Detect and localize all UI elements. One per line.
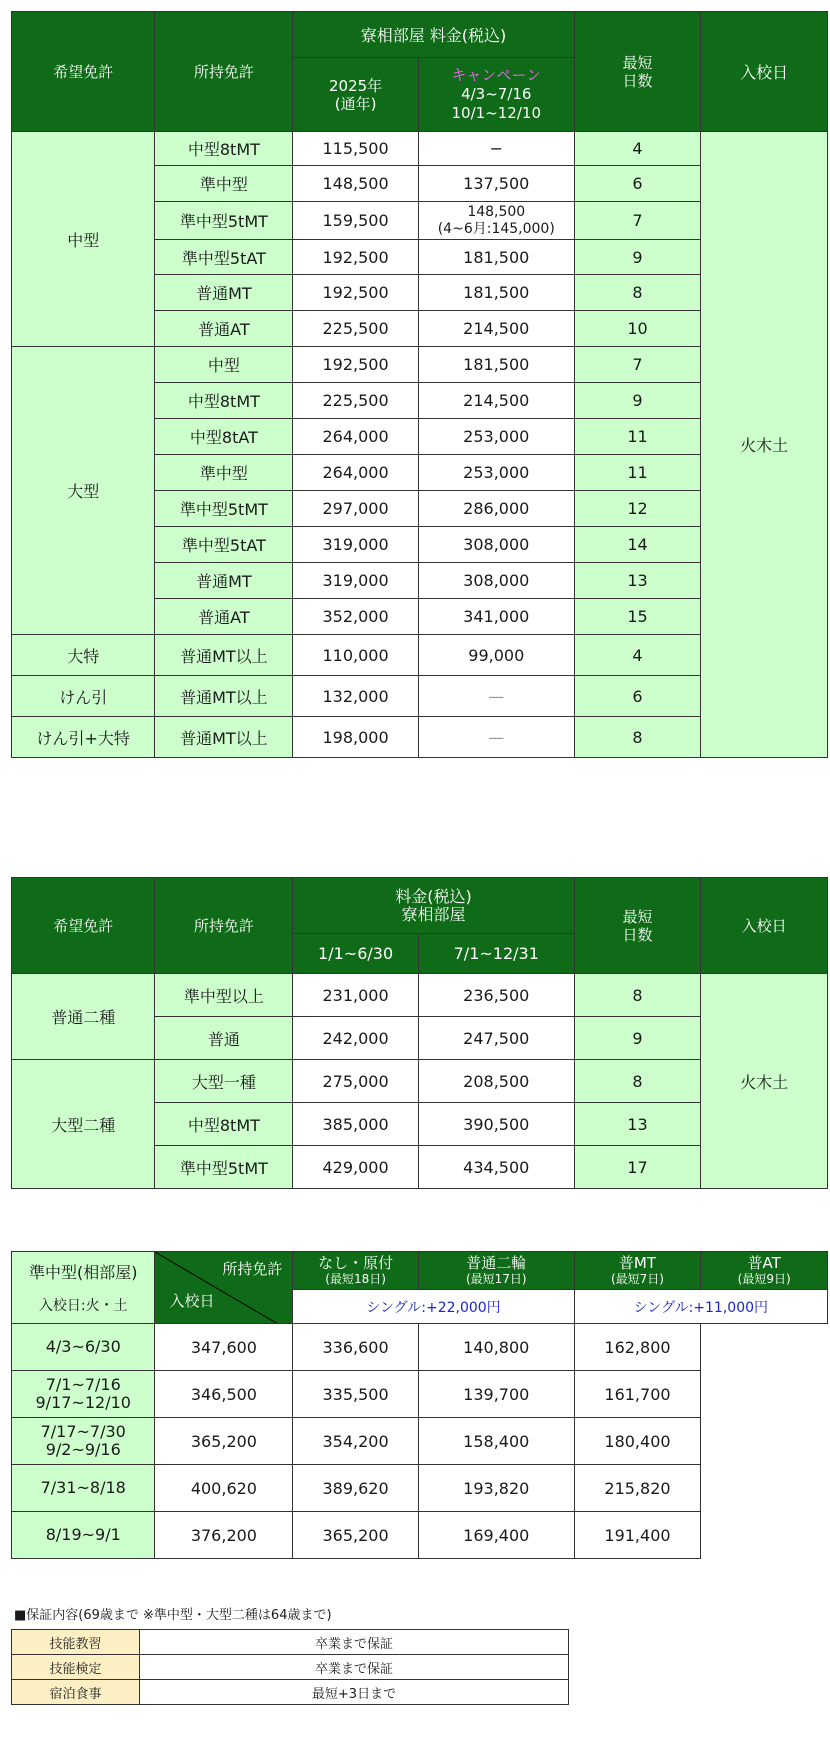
guarantee-row (12, 1680, 569, 1705)
min-days-cell: 7 (574, 202, 701, 240)
enroll-period-cell (12, 1465, 155, 1512)
price-cell: 225,500 (293, 311, 419, 347)
col-header-motorcycle: 普通二輪 (最短17日) (418, 1252, 574, 1290)
price-cell: 110,000 (293, 635, 419, 676)
held-license-cell: 準中型5tMT (155, 202, 293, 240)
header-price-group: 寮相部屋 料金(税込) (293, 12, 574, 58)
min-days-cell: 8 (574, 974, 701, 1017)
header-min-days: 最短 日数 (574, 878, 701, 974)
price-cell: 365,200 (293, 1512, 419, 1559)
price-period1-cell: 242,000 (293, 1017, 419, 1060)
enroll-period: 4/3~6/30 (45, 1337, 121, 1356)
guarantee-label: 技能検定 (12, 1655, 140, 1680)
min-days-cell: 7 (574, 347, 701, 383)
min-days-cell: 4 (574, 132, 701, 166)
header-2025: 2025年 (通年) (293, 58, 419, 132)
price-cell: 264,000 (293, 419, 419, 455)
desired-license-cell: 大型 (12, 347, 155, 635)
held-license-cell: 普通MT (155, 563, 293, 599)
held-license-cell: 普通MT以上 (155, 676, 293, 717)
held-license-cell: 普通MT以上 (155, 635, 293, 676)
price-cell: 225,500 (293, 383, 419, 419)
campaign-note: (4~6月:145,000) (437, 220, 555, 237)
header-desired-license: 希望免許 (12, 878, 155, 974)
min-days-cell: 6 (574, 166, 701, 202)
held-license-cell: 準中型以上 (155, 974, 293, 1017)
table-row (12, 1371, 828, 1418)
campaign-price-cell (418, 202, 574, 240)
campaign-price-cell: 286,000 (418, 491, 574, 527)
table-row (12, 1418, 828, 1465)
header-enroll-day: 入校日 (701, 12, 828, 132)
single-surcharge-1: シングル:+22,000円 (293, 1290, 574, 1324)
col-header-none: なし・原付 (最短18日) (293, 1252, 419, 1290)
held-license-cell: 準中型5tMT (155, 1146, 293, 1189)
held-license-cell: 中型8tMT (155, 383, 293, 419)
min-days-cell: 15 (574, 599, 701, 635)
header-period-2: 7/1~12/31 (418, 934, 574, 974)
price-cell: 159,500 (293, 202, 419, 240)
campaign-price-cell: 214,500 (418, 311, 574, 347)
desired-license-cell: 中型 (12, 132, 155, 347)
campaign-price: 148,500 (467, 203, 526, 220)
min-days-cell: 6 (574, 676, 701, 717)
campaign-price-cell: − (418, 132, 574, 166)
min-days-cell: 8 (574, 275, 701, 311)
enroll-period: 9/17~12/10 (35, 1393, 131, 1412)
price-period1-cell: 275,000 (293, 1060, 419, 1103)
price-period2-cell: 247,500 (418, 1017, 574, 1060)
price-table-3 (11, 1251, 828, 1559)
guarantee-table (11, 1629, 569, 1705)
held-license-cell: 普通AT (155, 599, 293, 635)
min-days-cell: 12 (574, 491, 701, 527)
held-license-cell: 普通AT (155, 311, 293, 347)
diag-held-label: 所持免許 (222, 1260, 283, 1278)
held-license-cell: 中型8tMT (155, 132, 293, 166)
held-license-cell: 普通MT (155, 275, 293, 311)
held-license-cell: 準中型5tAT (155, 527, 293, 563)
price-cell: 192,500 (293, 347, 419, 383)
course-enroll-day: 入校日:火・土 (38, 1298, 128, 1314)
campaign-price-cell: 253,000 (418, 455, 574, 491)
header-price-group: 料金(税込) 寮相部屋 (293, 878, 574, 934)
held-license-cell: 中型 (155, 347, 293, 383)
table-row (12, 1324, 828, 1371)
header-campaign: キャンペーン 4/3~7/16 10/1~12/10 (418, 58, 574, 132)
held-license-cell: 中型8tAT (155, 419, 293, 455)
campaign-price-cell: 181,500 (418, 240, 574, 275)
enroll-period: 8/19~9/1 (45, 1525, 121, 1544)
guarantee-row (12, 1655, 569, 1680)
diagonal-header (155, 1252, 293, 1324)
price-cell: 297,000 (293, 491, 419, 527)
enroll-period: 7/1~7/16 (45, 1375, 121, 1394)
price-table-1 (11, 11, 828, 758)
desired-license-cell: 大型二種 (12, 1060, 155, 1189)
min-days-cell: 11 (574, 419, 701, 455)
price-cell: 180,400 (574, 1418, 701, 1465)
held-license-cell: 中型8tMT (155, 1103, 293, 1146)
campaign-price-cell: — (418, 676, 574, 717)
min-days-cell: 11 (574, 455, 701, 491)
price-period1-cell: 429,000 (293, 1146, 419, 1189)
enroll-period-cell (12, 1512, 155, 1559)
campaign-price-cell: 253,000 (418, 419, 574, 455)
min-days-cell: 10 (574, 311, 701, 347)
campaign-price-cell: 181,500 (418, 275, 574, 311)
price-cell: 193,820 (418, 1465, 574, 1512)
table-row (12, 132, 828, 166)
enroll-period-cell (12, 1324, 155, 1371)
desired-license-cell: けん引+大特 (12, 717, 155, 758)
held-license-cell: 普通MT以上 (155, 717, 293, 758)
price-period2-cell: 390,500 (418, 1103, 574, 1146)
price-cell: 400,620 (155, 1465, 293, 1512)
min-days-cell: 8 (574, 717, 701, 758)
guarantee-value: 卒業まで保証 (140, 1630, 569, 1655)
price-table-2 (11, 877, 828, 1189)
guarantee-label: 宿泊食事 (12, 1680, 140, 1705)
campaign-price-cell: 99,000 (418, 635, 574, 676)
min-days-cell: 13 (574, 563, 701, 599)
price-period2-cell: 208,500 (418, 1060, 574, 1103)
price-cell: 376,200 (155, 1512, 293, 1559)
price-cell: 115,500 (293, 132, 419, 166)
campaign-price-cell: 181,500 (418, 347, 574, 383)
price-cell: 132,000 (293, 676, 419, 717)
campaign-price-cell: 308,000 (418, 563, 574, 599)
price-cell: 346,500 (155, 1371, 293, 1418)
guarantee-label: 技能教習 (12, 1630, 140, 1655)
campaign-price-cell: 341,000 (418, 599, 574, 635)
price-cell: 192,500 (293, 240, 419, 275)
min-days-cell: 17 (574, 1146, 701, 1189)
price-period1-cell: 385,000 (293, 1103, 419, 1146)
header-held-license: 所持免許 (155, 878, 293, 974)
price-period1-cell: 231,000 (293, 974, 419, 1017)
single-surcharge-2: シングル:+11,000円 (574, 1290, 827, 1324)
price-cell: 354,200 (293, 1418, 419, 1465)
price-cell: 389,620 (293, 1465, 419, 1512)
price-cell: 352,000 (293, 599, 419, 635)
held-license-cell: 準中型 (155, 166, 293, 202)
campaign-price-cell: 137,500 (418, 166, 574, 202)
held-license-cell: 普通 (155, 1017, 293, 1060)
held-license-cell: 準中型5tAT (155, 240, 293, 275)
min-days-cell: 9 (574, 240, 701, 275)
held-license-cell: 大型一種 (155, 1060, 293, 1103)
price-cell: 365,200 (155, 1418, 293, 1465)
enroll-period-cell (12, 1371, 155, 1418)
price-cell: 140,800 (418, 1324, 574, 1371)
desired-license-cell: けん引 (12, 676, 155, 717)
col-header-mt: 普MT (最短7日) (574, 1252, 701, 1290)
guarantee-row (12, 1630, 569, 1655)
price-cell: 264,000 (293, 455, 419, 491)
header-min-days: 最短 日数 (574, 12, 701, 132)
header-held-license: 所持免許 (155, 12, 293, 132)
table-row (12, 974, 828, 1017)
price-cell: 319,000 (293, 563, 419, 599)
desired-license-cell: 普通二種 (12, 974, 155, 1060)
campaign-price-cell: — (418, 717, 574, 758)
min-days-cell: 4 (574, 635, 701, 676)
guarantee-value: 最短+3日まで (140, 1680, 569, 1705)
table-row (12, 1465, 828, 1512)
min-days-cell: 13 (574, 1103, 701, 1146)
price-period2-cell: 434,500 (418, 1146, 574, 1189)
price-cell: 139,700 (418, 1371, 574, 1418)
diag-enroll-label: 入校日 (169, 1292, 215, 1310)
enroll-period: 7/17~7/30 (40, 1422, 126, 1441)
min-days-cell: 8 (574, 1060, 701, 1103)
header-enroll-day: 入校日 (701, 878, 828, 974)
price-cell: 161,700 (574, 1371, 701, 1418)
min-days-cell: 9 (574, 383, 701, 419)
price-cell: 198,000 (293, 717, 419, 758)
desired-license-cell: 大特 (12, 635, 155, 676)
enroll-period: 7/31~8/18 (40, 1478, 126, 1497)
price-cell: 158,400 (418, 1418, 574, 1465)
price-cell: 191,400 (574, 1512, 701, 1559)
price-cell: 336,600 (293, 1324, 419, 1371)
held-license-cell: 準中型 (155, 455, 293, 491)
table-row (12, 1512, 828, 1559)
col-header-at: 普AT (最短9日) (701, 1252, 828, 1290)
header-period-1: 1/1~6/30 (293, 934, 419, 974)
campaign-price-cell: 214,500 (418, 383, 574, 419)
header-desired-license: 希望免許 (12, 12, 155, 132)
price-cell: 169,400 (418, 1512, 574, 1559)
min-days-cell: 9 (574, 1017, 701, 1060)
price-cell: 335,500 (293, 1371, 419, 1418)
enroll-period: 9/2~9/16 (45, 1440, 121, 1459)
enroll-day-cell: 火木土 (701, 974, 828, 1189)
price-cell: 148,500 (293, 166, 419, 202)
price-cell: 162,800 (574, 1324, 701, 1371)
price-period2-cell: 236,500 (418, 974, 574, 1017)
held-license-cell: 準中型5tMT (155, 491, 293, 527)
enroll-period-cell (12, 1418, 155, 1465)
guarantee-caption: ■保証内容(69歳まで ※準中型・大型二種は64歳まで) (14, 1608, 332, 1623)
price-cell: 347,600 (155, 1324, 293, 1371)
min-days-cell: 14 (574, 527, 701, 563)
course-label: 準中型(相部屋) (28, 1263, 138, 1282)
campaign-price-cell: 308,000 (418, 527, 574, 563)
price-cell: 192,500 (293, 275, 419, 311)
enroll-day-cell: 火木土 (701, 132, 828, 758)
price-cell: 215,820 (574, 1465, 701, 1512)
course-cell (12, 1252, 155, 1324)
guarantee-value: 卒業まで保証 (140, 1655, 569, 1680)
price-cell: 319,000 (293, 527, 419, 563)
